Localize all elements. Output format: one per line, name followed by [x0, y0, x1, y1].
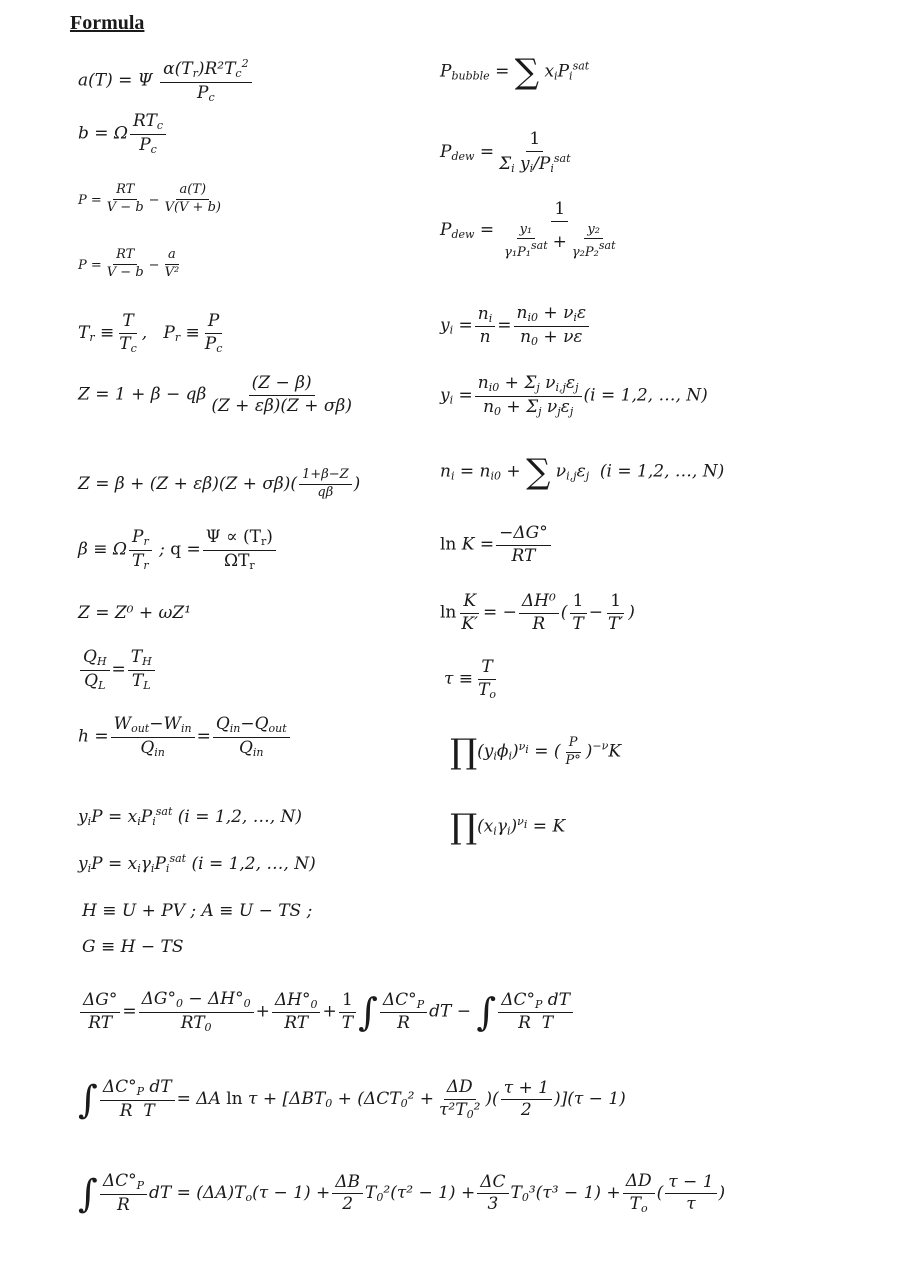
- formula-efficiency: h = $\frac{W_{out}-W_{in}}{Q_{in}}$ = $\frac{Q_{in}-Q_{out}}{Q_{in}}$: [78, 715, 292, 759]
- formula-b: b = Ω $\frac{RT_c}{P_c}$: [78, 112, 168, 156]
- formula-modified-raoult: $y_iP = x_i\gamma_iP_i^{sat}$ (i = 1,2, …, N): [78, 852, 316, 875]
- formula-equilibrium-liquid: $\prod(x_i\gamma_i)^{\nu i} = K$: [450, 807, 566, 847]
- formula-beta-q: β ≡ Ω $\frac{P_r}{T_r}$ ; q = $\frac{\Psi \propto (T_r)}{\Omega T_r}$: [78, 528, 278, 572]
- formula-pressure-cubic: P = $\frac{RT}{V - b}$ − $\frac{a(T)}{V(V + b)}$: [78, 182, 221, 215]
- formula-integral-cp: ∫ $\frac{\Delta C^\circ_P}{R}$ dT = $(\Delta A)T_o(\tau - 1)$ + $\frac{\Delta B}{2}$ $T_0^2(\tau^2 - 1)$ + $\frac{\Delta C}{3}$ $T_0^3(\tau^3 - 1)$ + $\frac{\Delta D}{T_o}$ ( $\frac{\tau - 1}{\tau}$ ): [78, 1171, 726, 1216]
- formula-lnK: ln K = $\frac{-\Delta G^\circ}{RT}$: [440, 524, 553, 566]
- formula-P-dew-2: $P_{dew}$ = 1 $\frac{\text{y₁}}{\gamma_1P_1^{sat}}$ + $\frac{\text{y₂}}{\gamma_2P_2^{sat}}$: [440, 199, 616, 261]
- formula-carnot: $\frac{Q_H}{Q_L}$ = $\frac{T_H}{T_L}$: [78, 648, 157, 692]
- formula-Z-2: Z = β + (Z + εβ)(Z + σβ)( $\frac{1+\beta-Z}{q\beta}$ ): [78, 467, 361, 500]
- page-title: Formula: [70, 12, 145, 34]
- formula-tau: τ ≡ $\frac{T}{T_o}$: [444, 657, 497, 701]
- formula-vant-hoff: ln $\frac{K}{K'}$ = − $\frac{\text{ΔH⁰}}{R}$ ( $\frac{1}{T}$ − $\frac{1}{T'}$ ): [440, 591, 635, 634]
- formula-gibbs-temperature: $\frac{\Delta G^\circ}{RT}$ = $\frac{\Delta G^\circ_0 - \Delta H^\circ_0}{RT_0}$ + $\frac{\Delta H^\circ_0}{RT}$ + $\frac{1}{T}$ ∫ $\frac{\Delta C^\circ_P}{R}$ dT − ∫ $\frac{\Delta C^\circ_P dT}{\text{R T}}$: [78, 990, 575, 1034]
- formula-gibbs: G ≡ H − TS: [82, 937, 184, 957]
- formula-Z-1: Z = 1 + β − qβ $\frac{(Z - \beta)}{(Z + \varepsilon\beta)(Z + \sigma\beta)}$: [78, 373, 352, 416]
- formula-Z-series: Z = Z⁰ + ωZ¹: [78, 603, 192, 623]
- formula-enthalpy-helmholtz: H ≡ U + PV ; A ≡ U − TS ;: [82, 901, 313, 921]
- formula-mole-fraction-multi: $y_i$ = $\frac{n_{i0} + \Sigma_j \nu_{i,j}\varepsilon_j}{n_0 + \Sigma_j \nu_j\varepsilon_j}$ (i = 1,2, …, N): [440, 373, 708, 418]
- formula-pressure-vdw: P = $\frac{RT}{V - b}$ − $\frac{a}{\text{V²}}$: [78, 247, 180, 280]
- formula-equilibrium-gas: $\prod(y_i\phi_i)^{\nu i}$ = ( $\frac{P}{P^\circ}$ )$^{-\nu}$K: [450, 732, 622, 772]
- formula-mole-fraction: $y_i$ = $\frac{n_i}{n}$ = $\frac{n_{i0} + \nu_i\varepsilon}{n_0 + \nu\varepsilon}$: [440, 304, 591, 348]
- formula-moles: $n_i = n_{i0}$ + ∑ $\nu_{i,j}\varepsilon_j$ (i = 1,2, …, N): [440, 452, 725, 492]
- formula-raoult: $y_iP = x_iP_i^{sat}$ (i = 1,2, …, N): [78, 805, 303, 828]
- formula-P-bubble: $P_{bubble}$ = ∑ $x_iP_i^{sat}$: [440, 52, 590, 92]
- formula-integral-cp-over-T: ∫ $\frac{\Delta C^\circ_P dT}{\text{R T}}$ = ΔA $\ln \tau + [\Delta BT_0 + (\Delta CT_0^2$ + $\frac{\Delta D}{\tau^2T_0^2}$ )( $\frac{\tau + 1}{2}$ )](τ − 1): [78, 1077, 626, 1122]
- formula-P-dew-1: $P_{dew}$ = $\frac{1}{\Sigma_i y_i/P_i^{sat}}$: [440, 129, 571, 175]
- formula-a-of-T: a(T) = Ψ $\frac{\alpha(T_r)R^2T_c^2}{P_c}$: [78, 58, 254, 104]
- formula-reduced-properties: $T_r$ ≡ $\frac{T}{T_c}$ , $P_r$ ≡ $\frac{P}{P_c}$: [78, 311, 223, 355]
